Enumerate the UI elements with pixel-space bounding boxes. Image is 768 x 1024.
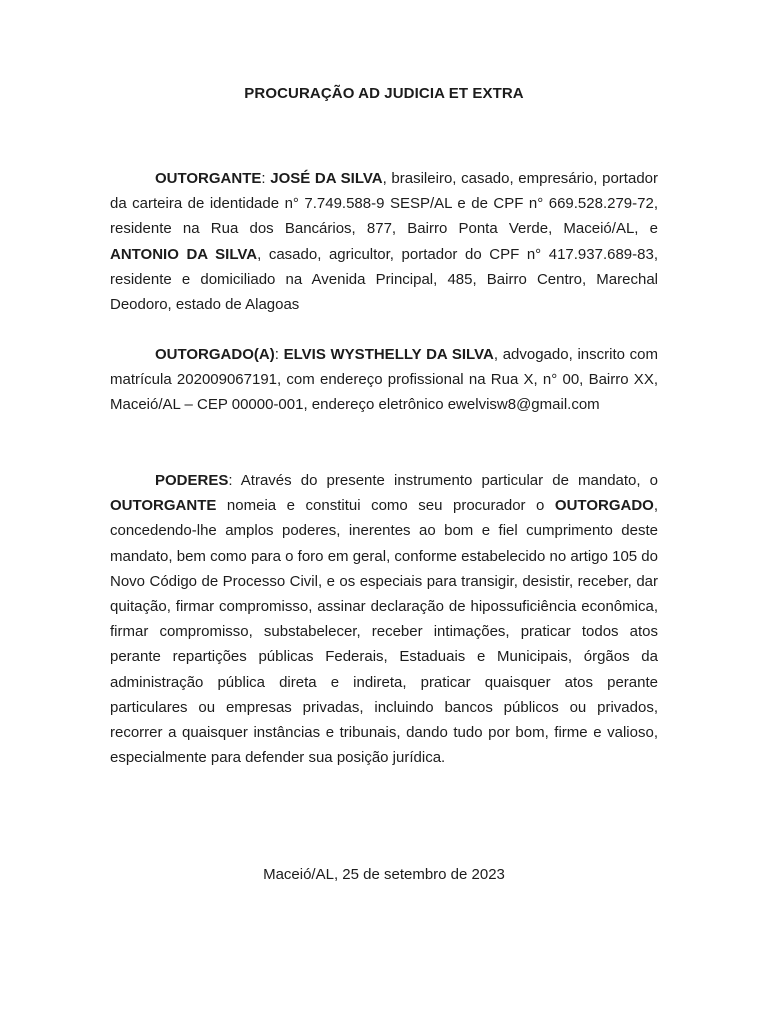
date-line: Maceió/AL, 25 de setembro de 2023	[263, 866, 505, 883]
poderes-paragraph	[110, 468, 658, 770]
outorgado-separator: :	[274, 346, 284, 363]
outorgante-paragraph	[110, 166, 658, 317]
outorgante-text-1: , brasileiro, casado, empresário, portador da carteira de identidade n° 7.749.588-9 SESP/AL e de CPF n° 669.528.279-72, residente na Rua dos Bancários, 877, Bairro Ponta Verde, Maceió/AL, e	[110, 170, 658, 238]
outorgante-separator: :	[261, 170, 271, 187]
poderes-text-3: , concedendo-lhe amplos poderes, inerentes ao bom e fiel cumprimento deste mandato, bem como para o foro em geral, conforme estabelecido no artigo 105 do Novo Código de Processo Civil, e os especiais para transigir, desistir, receber, dar quitação, firmar compromisso, assinar declaração de hipossuficiência econômica, firmar compromisso, substabelecer, receber intimações, praticar todos atos perante repartições públicas Federais, Estaduais e Municipais, órgãos da administração pública direta e indireta, praticar quaisquer atos perante particulares ou empresas privadas, incluindo bancos públicos ou privados, recorrer a quaisquer instâncias e tribunais, dando tudo por bom, firme e valioso, especialmente para defender sua posição jurídica.	[110, 497, 658, 767]
outorgado-label: OUTORGADO(A)	[155, 346, 275, 363]
outorgante-text-2: , casado, agricultor, portador do CPF n° 417.937.689-83, residente e domiciliado na Avenida Principal, 485, Bairro Centro, Marechal Deodoro, estado de Alagoas	[110, 245, 658, 314]
poderes-text-2: nomeia e constitui como seu procurador o	[216, 497, 555, 515]
poderes-label: PODERES	[155, 472, 229, 489]
outorgado-paragraph	[110, 342, 658, 418]
poderes-outorgante-ref: OUTORGANTE	[110, 497, 217, 515]
outorgado-name: ELVIS WYSTHELLY DA SILVA	[283, 346, 494, 363]
outorgante-name-2: ANTONIO DA SILVA	[110, 245, 258, 263]
document-title: PROCURAÇÃO AD JUDICIA ET EXTRA	[244, 85, 524, 102]
outorgante-name-1: JOSÉ DA SILVA	[270, 170, 383, 187]
poderes-outorgado-ref: OUTORGADO	[554, 497, 654, 515]
outorgado-text: , advogado, inscrito com matrícula 202009067191, com endereço profissional na Rua X, n° 00, Bairro XX, Maceió/AL – CEP 00000-001, endereço eletrônico ewelvisw8@gmail.com	[110, 346, 658, 414]
poderes-text-1: : Através do presente instrumento particular de mandato, o	[228, 472, 658, 489]
outorgante-label: OUTORGANTE	[155, 170, 262, 187]
